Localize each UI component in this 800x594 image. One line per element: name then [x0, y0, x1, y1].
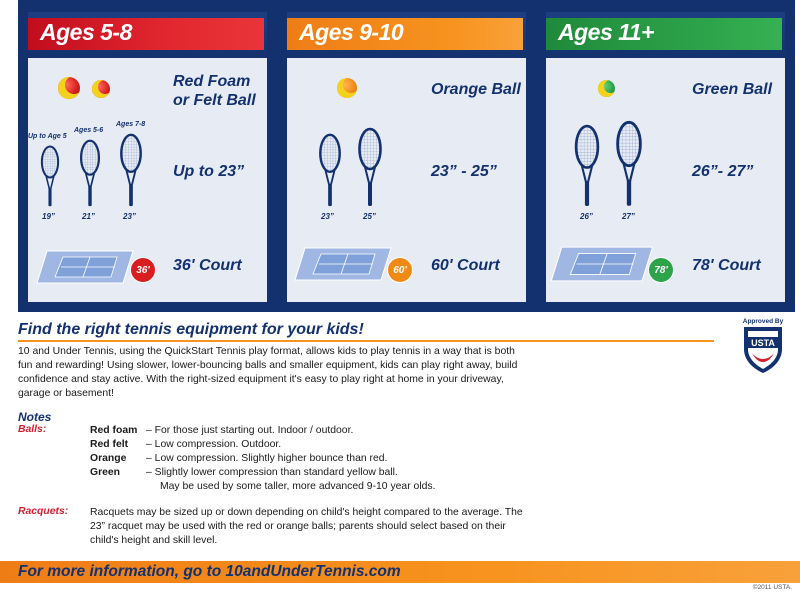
racquet-size: 25” [363, 212, 376, 221]
panel-ages-11-plus [536, 0, 795, 312]
racquet-size: 26” [580, 212, 593, 221]
racquet-age-label: Ages 7-8 [116, 121, 146, 128]
ball-type-desc: – For those just starting out. Indoor / outdoor. [146, 425, 354, 436]
racquet-icon [78, 139, 102, 207]
ball-type-name: Green [90, 467, 121, 478]
ball-label: Red Foam or Felt Ball [173, 73, 256, 109]
panel-ages-9-10 [277, 0, 536, 312]
racquets-label: Racquets: [18, 506, 69, 517]
divider [18, 340, 714, 342]
panel-header [546, 12, 785, 58]
intro-text: 10 and Under Tennis, using the QuickStart Tennis play format, allows kids to play tennis in a way that is both fun and rewarding! Using slower, lower-bouncing balls and smaller equipment, kids can play right away, build confidence and stay active. With the right-sized equipment it's easy to play right at home in your driveway, garage or basement! [18, 346, 518, 399]
racquet-size: 21” [82, 212, 95, 221]
footer-banner [0, 561, 800, 583]
green-ball-icon [598, 80, 615, 97]
racquet-label: 26”- 27” [692, 163, 754, 180]
racquet-age-label: Ages 5-6 [74, 127, 104, 134]
racquet-icon [357, 127, 383, 207]
ball-label: Green Ball [692, 81, 773, 98]
racquet-size: 19” [42, 212, 55, 221]
racquet-icon [38, 145, 62, 207]
court-icon [542, 245, 666, 283]
ball-type-desc: – Low compression. Outdoor. [146, 439, 282, 450]
copyright: ©2011 USTA. [752, 584, 792, 591]
panel-title-bar [546, 18, 782, 50]
red-felt-ball-icon [92, 80, 110, 98]
note-row [90, 424, 353, 438]
panel-header [287, 12, 526, 58]
ball-type-desc: – Low compression. Slightly higher bounce than red. [146, 453, 388, 464]
note-row [90, 452, 387, 466]
court-label: 36' Court [173, 257, 242, 274]
note-row [90, 438, 281, 452]
racquet-size: 27” [622, 212, 635, 221]
notes-title: Notes [18, 410, 52, 424]
racquet-label: 23” - 25” [431, 163, 497, 180]
red-ball-icon [58, 77, 80, 99]
racquet-icon [574, 124, 600, 207]
panel-title: Ages 11+ [558, 19, 654, 45]
balls-label: Balls: [18, 424, 47, 435]
panel-header [28, 12, 267, 58]
racquet-size: 23” [321, 212, 334, 221]
approved-by-text: Approved By [742, 318, 784, 325]
court-label: 60' Court [431, 257, 500, 274]
racquet-icon [616, 120, 642, 207]
court-size-badge: 36' [130, 257, 156, 283]
panel-ages-5-8 [18, 0, 277, 312]
court-size-badge: 60' [387, 257, 413, 283]
usta-brand-text: USTA [751, 338, 775, 348]
note-continuation: May be used by some taller, more advanced 9-10 year olds. [160, 481, 436, 492]
racquet-size: 23” [123, 212, 136, 221]
panel-title: Ages 5-8 [40, 19, 132, 45]
ball-type-name: Orange [90, 453, 127, 464]
panel-title: Ages 9-10 [299, 19, 404, 45]
ball-label: Orange Ball [431, 81, 521, 98]
racquet-icon [317, 133, 343, 207]
intro-title: Find the right tennis equipment for your kids! [18, 321, 364, 338]
panel-title-bar [287, 18, 523, 50]
usta-logo [740, 318, 786, 380]
racquets-text: Racquets may be sized up or down depending on child's height compared to the average. The 23” racquet may be used with the red or orange balls; parents should select based on their child's height and skill level. [90, 507, 523, 546]
usta-shield-icon [740, 325, 786, 375]
orange-ball-icon [337, 78, 357, 98]
footer-link-text[interactable]: For more information, go to 10andUnderTennis.com [18, 563, 401, 580]
ball-type-desc: – Slightly lower compression than standard yellow ball. [146, 467, 398, 478]
racquet-age-label: Up to Age 5 [28, 133, 67, 140]
ball-type-name: Red felt [90, 439, 129, 450]
court-icon [32, 249, 142, 285]
racquet-icon [118, 133, 144, 207]
court-size-badge: 78' [648, 257, 674, 283]
court-label: 78' Court [692, 257, 761, 274]
racquet-label: Up to 23” [173, 163, 245, 180]
panel-title-bar [28, 18, 264, 50]
ball-type-name: Red foam [90, 425, 138, 436]
note-row [90, 466, 398, 480]
